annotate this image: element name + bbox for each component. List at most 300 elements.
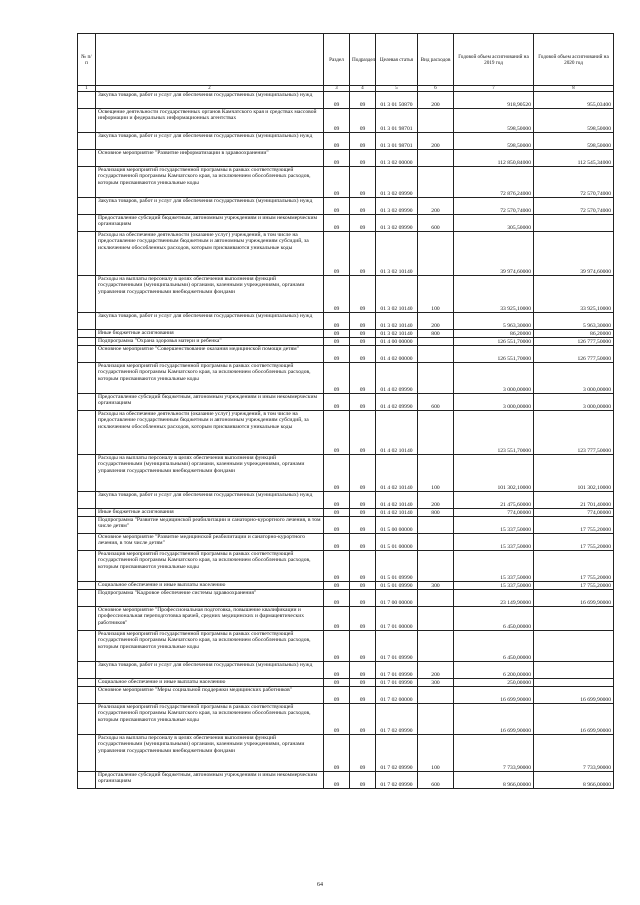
row-cs-cell: 01 4 02 10140 xyxy=(376,411,418,455)
row-name-cell: Расходы на выплаты персоналу в целях обеспечения выполнения функций государственными (муниципальными) органами, казенными учреждениями, органами управления государственными внебюджетными фондами xyxy=(96,735,324,772)
row-2020-cell: 33 925,10000 xyxy=(534,276,614,313)
row-cs-cell: 01 3 02 09990 xyxy=(376,215,418,232)
row-razdel-cell: 09 xyxy=(324,150,350,167)
table-row xyxy=(78,346,614,363)
row-cs-cell: 01 7 00 00000 xyxy=(376,590,418,607)
row-podrazdel-cell: 09 xyxy=(350,394,376,411)
row-2019-cell: 39 974,60000 xyxy=(454,232,534,276)
row-2019-cell: 112 850,84000 xyxy=(454,150,534,167)
table-row xyxy=(78,455,614,492)
row-2020-cell: 112 545,34000 xyxy=(534,150,614,167)
col-cs-header: Целевая статья xyxy=(376,34,418,86)
row-2020-cell: 3 000,00000 xyxy=(534,394,614,411)
row-name-cell: Расходы на обеспечение деятельности (оказание услуг) учреждений, в том числе на предоставление государственным бюджетным и автономным учреждениям субсидий, за исключением обособленных расходов, которым присваиваются уникальные коды xyxy=(96,411,324,455)
row-num-cell xyxy=(78,662,96,679)
row-num-cell xyxy=(78,607,96,631)
table-row xyxy=(78,517,614,534)
row-num-cell xyxy=(78,150,96,167)
row-cs-cell: 01 5 01 09990 xyxy=(376,582,418,590)
row-podrazdel-cell: 09 xyxy=(350,363,376,394)
row-2020-cell: 39 974,60000 xyxy=(534,232,614,276)
row-name-cell: Социальное обеспечение и иные выплаты населению xyxy=(96,679,324,687)
row-cs-cell: 01 7 01 09990 xyxy=(376,662,418,679)
row-vr-cell xyxy=(418,363,454,394)
row-podrazdel-cell: 09 xyxy=(350,492,376,509)
row-vr-cell xyxy=(418,338,454,346)
row-num-cell xyxy=(78,679,96,687)
row-2019-cell: 774,00000 xyxy=(454,509,534,517)
row-vr-cell: 200 xyxy=(418,492,454,509)
table-row xyxy=(78,607,614,631)
row-2020-cell: 17 755,20000 xyxy=(534,582,614,590)
column-index: 2 xyxy=(96,86,324,92)
row-vr-cell xyxy=(418,167,454,198)
row-num-cell xyxy=(78,517,96,534)
table-row xyxy=(78,313,614,330)
row-cs-cell: 01 4 02 10140 xyxy=(376,509,418,517)
table-row xyxy=(78,232,614,276)
table-row xyxy=(78,492,614,509)
row-vr-cell xyxy=(418,346,454,363)
row-name-cell: Основное мероприятие "Профессиональная подготовка, повышение квалификации и профессиональная переподготовка врачей, средних медицинских и фармацевтических работников" xyxy=(96,607,324,631)
row-name-cell: Социальное обеспечение и иные выплаты населению xyxy=(96,582,324,590)
row-podrazdel-cell: 09 xyxy=(350,534,376,551)
col-2020-header: Годовой объем ассигнований на 2020 год xyxy=(534,34,614,86)
column-index: 4 xyxy=(350,86,376,92)
row-vr-cell: 800 xyxy=(418,509,454,517)
row-cs-cell: 01 4 00 00000 xyxy=(376,338,418,346)
row-razdel-cell: 09 xyxy=(324,509,350,517)
row-num-cell xyxy=(78,330,96,338)
row-razdel-cell: 09 xyxy=(324,313,350,330)
row-razdel-cell: 09 xyxy=(324,735,350,772)
row-name-cell: Основное мероприятие "Развитие медицинской реабилитации и санаторно-курортного лечения, в том числе детям" xyxy=(96,534,324,551)
table-row xyxy=(78,133,614,150)
row-cs-cell: 01 4 02 09990 xyxy=(376,363,418,394)
row-2020-cell xyxy=(534,679,614,687)
row-num-cell xyxy=(78,198,96,215)
row-name-cell: Закупка товаров, работ и услуг для обеспечения государственных (муниципальных) нужд xyxy=(96,198,324,215)
row-name-cell: Предоставление субсидий бюджетным, автономным учреждениям и иным некоммерческим организациям xyxy=(96,215,324,232)
row-cs-cell: 01 7 02 09990 xyxy=(376,735,418,772)
table-row xyxy=(78,590,614,607)
row-podrazdel-cell: 09 xyxy=(350,150,376,167)
row-podrazdel-cell: 09 xyxy=(350,109,376,133)
row-vr-cell: 200 xyxy=(418,133,454,150)
table-row xyxy=(78,582,614,590)
row-razdel-cell: 09 xyxy=(324,631,350,662)
row-num-cell xyxy=(78,338,96,346)
row-name-cell: Подпрограмма "Развитие медицинской реабилитации и санаторно-курортного лечения, в том числе детям" xyxy=(96,517,324,534)
row-podrazdel-cell: 09 xyxy=(350,590,376,607)
row-num-cell xyxy=(78,772,96,789)
row-podrazdel-cell: 09 xyxy=(350,313,376,330)
row-2020-cell: 16 699,90000 xyxy=(534,590,614,607)
row-razdel-cell: 09 xyxy=(324,109,350,133)
row-vr-cell: 200 xyxy=(418,662,454,679)
row-razdel-cell: 09 xyxy=(324,551,350,582)
row-name-cell: Закупка товаров, работ и услуг для обеспечения государственных (муниципальных) нужд xyxy=(96,92,324,109)
table-row xyxy=(78,150,614,167)
row-cs-cell: 01 7 02 09990 xyxy=(376,704,418,735)
row-razdel-cell: 09 xyxy=(324,492,350,509)
row-num-cell xyxy=(78,455,96,492)
row-num-cell xyxy=(78,92,96,109)
table-row xyxy=(78,215,614,232)
row-2020-cell: 5 963,30000 xyxy=(534,313,614,330)
row-razdel-cell: 09 xyxy=(324,534,350,551)
table-row xyxy=(78,509,614,517)
row-num-cell xyxy=(78,215,96,232)
row-razdel-cell: 09 xyxy=(324,687,350,704)
row-razdel-cell: 09 xyxy=(324,338,350,346)
column-index: 3 xyxy=(324,86,350,92)
table-row xyxy=(78,330,614,338)
row-name-cell: Расходы на обеспечение деятельности (оказание услуг) учреждений, в том числе на предоставление государственным бюджетным и автономным учреждениям субсидий, за исключением обособленных расходов, которым присваиваются уникальные коды xyxy=(96,232,324,276)
row-podrazdel-cell: 09 xyxy=(350,772,376,789)
table-row xyxy=(78,631,614,662)
row-razdel-cell: 09 xyxy=(324,590,350,607)
row-2019-cell: 21 475,60000 xyxy=(454,492,534,509)
table-row xyxy=(78,167,614,198)
col-name-header xyxy=(96,34,324,86)
row-name-cell: Иные бюджетные ассигнования xyxy=(96,330,324,338)
row-2019-cell: 6 200,00000 xyxy=(454,662,534,679)
row-2020-cell: 126 777,50000 xyxy=(534,346,614,363)
row-num-cell xyxy=(78,276,96,313)
row-podrazdel-cell: 09 xyxy=(350,167,376,198)
row-podrazdel-cell: 09 xyxy=(350,509,376,517)
row-podrazdel-cell: 09 xyxy=(350,330,376,338)
row-name-cell: Предоставление субсидий бюджетным, автономным учреждениям и иным некоммерческим организациям xyxy=(96,772,324,789)
row-podrazdel-cell: 09 xyxy=(350,232,376,276)
row-2020-cell xyxy=(534,662,614,679)
row-vr-cell xyxy=(418,411,454,455)
row-2020-cell: 17 755,20000 xyxy=(534,534,614,551)
table-row xyxy=(78,394,614,411)
row-name-cell: Реализация мероприятий государственной программы в рамках соответствующей государственной программы Камчатского края, за исключением обособленных расходов, которым присваиваются уникальные коды xyxy=(96,363,324,394)
row-num-cell xyxy=(78,735,96,772)
row-num-cell xyxy=(78,704,96,735)
column-index: 8 xyxy=(534,86,614,92)
row-2020-cell xyxy=(534,215,614,232)
table-row xyxy=(78,679,614,687)
row-num-cell xyxy=(78,492,96,509)
row-cs-cell: 01 3 02 00000 xyxy=(376,150,418,167)
row-cs-cell: 01 3 01 98701 xyxy=(376,109,418,133)
row-vr-cell: 600 xyxy=(418,394,454,411)
row-vr-cell: 100 xyxy=(418,735,454,772)
row-2019-cell: 16 699,90000 xyxy=(454,704,534,735)
row-cs-cell: 01 5 01 00000 xyxy=(376,534,418,551)
table-row xyxy=(78,276,614,313)
row-vr-cell: 200 xyxy=(418,92,454,109)
row-vr-cell: 100 xyxy=(418,276,454,313)
col-podrazdel-header: Подраздел xyxy=(350,34,376,86)
row-vr-cell: 200 xyxy=(418,198,454,215)
row-num-cell xyxy=(78,133,96,150)
row-podrazdel-cell: 09 xyxy=(350,338,376,346)
page-number: 64 xyxy=(317,882,323,888)
row-vr-cell xyxy=(418,150,454,167)
row-2019-cell: 305,50000 xyxy=(454,215,534,232)
row-name-cell: Основное мероприятие "Совершенствование оказания медицинской помощи детям" xyxy=(96,346,324,363)
row-razdel-cell: 09 xyxy=(324,517,350,534)
col-vr-header: Вид расходов xyxy=(418,34,454,86)
row-2019-cell: 3 000,00000 xyxy=(454,363,534,394)
row-cs-cell: 01 3 01 50870 xyxy=(376,92,418,109)
row-2019-cell: 126 551,70000 xyxy=(454,346,534,363)
row-num-cell xyxy=(78,590,96,607)
row-2019-cell: 23 149,90000 xyxy=(454,590,534,607)
table-row xyxy=(78,338,614,346)
row-2019-cell: 126 551,70000 xyxy=(454,338,534,346)
column-index: 5 xyxy=(376,86,418,92)
row-razdel-cell: 09 xyxy=(324,455,350,492)
row-vr-cell: 800 xyxy=(418,330,454,338)
row-podrazdel-cell: 09 xyxy=(350,455,376,492)
row-podrazdel-cell: 09 xyxy=(350,411,376,455)
column-index: 7 xyxy=(454,86,534,92)
row-2020-cell: 86,20000 xyxy=(534,330,614,338)
row-podrazdel-cell: 09 xyxy=(350,735,376,772)
row-razdel-cell: 09 xyxy=(324,662,350,679)
row-name-cell: Освещение деятельности государственных органов Камчатского края и средствах массовой информации и федеральных информационных агентствах xyxy=(96,109,324,133)
row-podrazdel-cell: 09 xyxy=(350,679,376,687)
row-cs-cell: 01 5 01 09990 xyxy=(376,551,418,582)
row-razdel-cell: 09 xyxy=(324,607,350,631)
row-num-cell xyxy=(78,363,96,394)
row-cs-cell: 01 3 02 09990 xyxy=(376,167,418,198)
col-num-header: № п/п xyxy=(78,34,96,86)
row-name-cell: Реализация мероприятий государственной программы в рамках соответствующей государственной программы Камчатского края, за исключением обособленных расходов, которым присваиваются уникальные коды xyxy=(96,167,324,198)
row-name-cell: Предоставление субсидий бюджетным, автономным учреждениям и иным некоммерческим организациям xyxy=(96,394,324,411)
row-name-cell: Реализация мероприятий государственной программы в рамках соответствующей государственной программы Камчатского края, за исключением обособленных расходов, которым присваиваются уникальные коды xyxy=(96,551,324,582)
row-razdel-cell: 09 xyxy=(324,363,350,394)
row-podrazdel-cell: 09 xyxy=(350,198,376,215)
row-name-cell: Подпрограмма "Кадровое обеспечение системы здравоохранения" xyxy=(96,590,324,607)
row-cs-cell: 01 5 00 00000 xyxy=(376,517,418,534)
table-row xyxy=(78,198,614,215)
row-2019-cell: 101 302,10000 xyxy=(454,455,534,492)
row-2020-cell: 126 777,50000 xyxy=(534,338,614,346)
row-2019-cell: 16 699,90000 xyxy=(454,687,534,704)
row-cs-cell: 01 3 01 98701 xyxy=(376,133,418,150)
row-name-cell: Реализация мероприятий государственной программы в рамках соответствующей государственной программы Камчатского края, за исключением обособленных расходов, которым присваиваются уникальные коды xyxy=(96,704,324,735)
row-podrazdel-cell: 09 xyxy=(350,346,376,363)
row-podrazdel-cell: 09 xyxy=(350,215,376,232)
table-row xyxy=(78,551,614,582)
row-2020-cell: 955,03400 xyxy=(534,92,614,109)
row-podrazdel-cell: 09 xyxy=(350,662,376,679)
row-vr-cell: 300 xyxy=(418,582,454,590)
row-name-cell: Подпрограмма "Охрана здоровья матери и ребенка" xyxy=(96,338,324,346)
row-cs-cell: 01 4 02 10140 xyxy=(376,455,418,492)
row-razdel-cell: 09 xyxy=(324,394,350,411)
row-2019-cell: 72 570,74000 xyxy=(454,198,534,215)
row-podrazdel-cell: 09 xyxy=(350,687,376,704)
row-2020-cell: 774,00000 xyxy=(534,509,614,517)
row-cs-cell: 01 7 01 09990 xyxy=(376,679,418,687)
row-name-cell: Закупка товаров, работ и услуг для обеспечения государственных (муниципальных) нужд xyxy=(96,133,324,150)
row-2020-cell: 3 000,00000 xyxy=(534,363,614,394)
row-razdel-cell: 09 xyxy=(324,232,350,276)
row-num-cell xyxy=(78,509,96,517)
row-2019-cell: 123 551,70000 xyxy=(454,411,534,455)
row-2020-cell: 17 755,20000 xyxy=(534,517,614,534)
table-body xyxy=(78,92,614,789)
row-name-cell: Реализация мероприятий государственной программы в рамках соответствующей государственной программы Камчатского края, за исключением обособленных расходов, которым присваиваются уникальные коды xyxy=(96,631,324,662)
row-razdel-cell: 09 xyxy=(324,704,350,735)
col-razdel-header: Раздел xyxy=(324,34,350,86)
row-cs-cell: 01 4 02 00000 xyxy=(376,346,418,363)
row-cs-cell: 01 7 01 09990 xyxy=(376,631,418,662)
row-2020-cell: 16 699,90000 xyxy=(534,704,614,735)
row-2020-cell: 123 777,50000 xyxy=(534,411,614,455)
row-2019-cell: 72 876,24000 xyxy=(454,167,534,198)
row-cs-cell: 01 3 02 09990 xyxy=(376,198,418,215)
row-cs-cell: 01 7 02 09990 xyxy=(376,772,418,789)
row-cs-cell: 01 3 02 10140 xyxy=(376,313,418,330)
row-razdel-cell: 09 xyxy=(324,167,350,198)
row-vr-cell: 300 xyxy=(418,679,454,687)
row-podrazdel-cell: 09 xyxy=(350,582,376,590)
row-2020-cell: 17 755,20000 xyxy=(534,551,614,582)
row-2020-cell: 72 570,74000 xyxy=(534,167,614,198)
table-row xyxy=(78,687,614,704)
row-razdel-cell: 09 xyxy=(324,198,350,215)
row-2020-cell: 598,50000 xyxy=(534,109,614,133)
table-row xyxy=(78,411,614,455)
row-razdel-cell: 09 xyxy=(324,276,350,313)
row-2019-cell: 6 450,00000 xyxy=(454,607,534,631)
row-razdel-cell: 09 xyxy=(324,411,350,455)
row-vr-cell xyxy=(418,232,454,276)
row-2020-cell xyxy=(534,607,614,631)
row-2019-cell: 7 733,90000 xyxy=(454,735,534,772)
row-cs-cell: 01 7 02 00000 xyxy=(376,687,418,704)
row-num-cell xyxy=(78,313,96,330)
row-podrazdel-cell: 09 xyxy=(350,704,376,735)
row-name-cell: Расходы на выплаты персоналу в целях обеспечения выполнения функций государственными (муниципальными) органами, казенными учреждениями, органами управления государственными внебюджетными фондами xyxy=(96,276,324,313)
row-podrazdel-cell: 09 xyxy=(350,133,376,150)
row-2020-cell: 72 570,74000 xyxy=(534,198,614,215)
row-cs-cell: 01 3 02 10140 xyxy=(376,276,418,313)
row-podrazdel-cell: 09 xyxy=(350,92,376,109)
row-2020-cell: 21 701,40000 xyxy=(534,492,614,509)
row-name-cell: Основное мероприятие "Меры социальной поддержки медицинских работников" xyxy=(96,687,324,704)
row-2020-cell: 7 733,90000 xyxy=(534,735,614,772)
row-num-cell xyxy=(78,346,96,363)
row-razdel-cell: 09 xyxy=(324,330,350,338)
row-vr-cell xyxy=(418,109,454,133)
row-vr-cell: 600 xyxy=(418,772,454,789)
row-num-cell xyxy=(78,687,96,704)
row-podrazdel-cell: 09 xyxy=(350,607,376,631)
table-row xyxy=(78,662,614,679)
row-num-cell xyxy=(78,551,96,582)
table-row xyxy=(78,772,614,789)
table-row xyxy=(78,92,614,109)
row-num-cell xyxy=(78,631,96,662)
row-podrazdel-cell: 09 xyxy=(350,517,376,534)
row-cs-cell: 01 3 02 10140 xyxy=(376,330,418,338)
row-cs-cell: 01 3 02 10140 xyxy=(376,232,418,276)
row-num-cell xyxy=(78,394,96,411)
row-name-cell: Расходы на выплаты персоналу в целях обеспечения выполнения функций государственными (муниципальными) органами, казенными учреждениями, органами управления государственными внебюджетными фондами xyxy=(96,455,324,492)
row-2019-cell: 15 337,50000 xyxy=(454,517,534,534)
row-name-cell: Основное мероприятие "Развитие информатизации в здравоохранении" xyxy=(96,150,324,167)
row-vr-cell: 600 xyxy=(418,215,454,232)
row-razdel-cell: 09 xyxy=(324,133,350,150)
row-vr-cell xyxy=(418,687,454,704)
row-num-cell xyxy=(78,582,96,590)
row-2020-cell: 101 302,10000 xyxy=(534,455,614,492)
row-cs-cell: 01 4 02 09990 xyxy=(376,394,418,411)
row-num-cell xyxy=(78,411,96,455)
row-2019-cell: 598,50000 xyxy=(454,109,534,133)
col-2019-header: Годовой объем ассигнований на 2019 год xyxy=(454,34,534,86)
row-2020-cell: 8 966,00000 xyxy=(534,772,614,789)
row-2020-cell xyxy=(534,631,614,662)
row-razdel-cell: 09 xyxy=(324,346,350,363)
row-2019-cell: 15 337,50000 xyxy=(454,534,534,551)
row-2019-cell: 250,00000 xyxy=(454,679,534,687)
row-num-cell xyxy=(78,167,96,198)
row-vr-cell xyxy=(418,551,454,582)
row-vr-cell xyxy=(418,590,454,607)
row-2020-cell: 16 699,90000 xyxy=(534,687,614,704)
row-razdel-cell: 09 xyxy=(324,215,350,232)
row-vr-cell xyxy=(418,517,454,534)
row-cs-cell: 01 4 02 10140 xyxy=(376,492,418,509)
row-razdel-cell: 09 xyxy=(324,772,350,789)
budget-page xyxy=(77,33,613,789)
row-name-cell: Закупка товаров, работ и услуг для обеспечения государственных (муниципальных) нужд xyxy=(96,662,324,679)
table-row xyxy=(78,534,614,551)
budget-table xyxy=(77,33,614,789)
table-row xyxy=(78,109,614,133)
row-razdel-cell: 09 xyxy=(324,679,350,687)
column-index: 1 xyxy=(78,86,96,92)
row-podrazdel-cell: 09 xyxy=(350,276,376,313)
row-2019-cell: 918,90520 xyxy=(454,92,534,109)
table-row xyxy=(78,363,614,394)
row-vr-cell: 100 xyxy=(418,455,454,492)
row-razdel-cell: 09 xyxy=(324,582,350,590)
table-header xyxy=(78,34,614,92)
row-num-cell xyxy=(78,534,96,551)
row-2019-cell: 33 925,10000 xyxy=(454,276,534,313)
row-2019-cell: 3 000,00000 xyxy=(454,394,534,411)
row-razdel-cell: 09 xyxy=(324,92,350,109)
row-cs-cell: 01 7 01 00000 xyxy=(376,607,418,631)
row-podrazdel-cell: 09 xyxy=(350,631,376,662)
row-2019-cell: 598,50000 xyxy=(454,133,534,150)
row-podrazdel-cell: 09 xyxy=(350,551,376,582)
row-2019-cell: 15 337,50000 xyxy=(454,582,534,590)
table-row xyxy=(78,704,614,735)
column-index: 6 xyxy=(418,86,454,92)
row-vr-cell xyxy=(418,704,454,735)
row-name-cell: Иные бюджетные ассигнования xyxy=(96,509,324,517)
row-2019-cell: 15 337,50000 xyxy=(454,551,534,582)
row-vr-cell xyxy=(418,631,454,662)
row-2019-cell: 8 966,00000 xyxy=(454,772,534,789)
row-2019-cell: 6 450,00000 xyxy=(454,631,534,662)
row-2019-cell: 86,20000 xyxy=(454,330,534,338)
row-num-cell xyxy=(78,109,96,133)
